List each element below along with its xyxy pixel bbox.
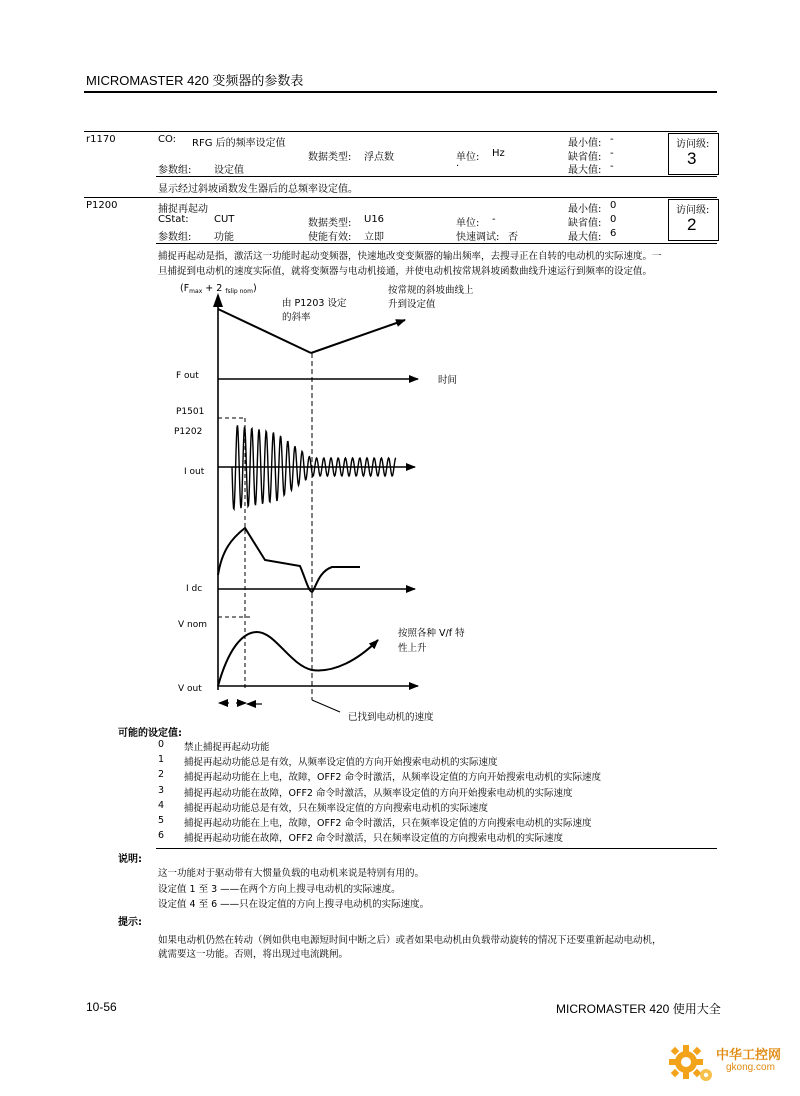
r1170-default-label: 缺省值: [568, 152, 602, 163]
vf-note-line2: 性上升 [398, 643, 427, 654]
r1170-description: 显示经过斜坡函数发生器后的总频率设定值。 [158, 184, 358, 195]
r1170-group-value: 设定值 [214, 165, 244, 176]
r1170-max-label: 最大值: [568, 165, 602, 176]
p1200-unit-label: 单位: [456, 218, 480, 229]
r1170-datatype-value: 浮点数 [364, 152, 394, 163]
diagram-axis-arrowhead [213, 293, 223, 307]
setting-description: 捕捉再起动功能在上电，故障，OFF2 命令时激活，从频率设定值的方向开始搜索电动机的实际速度 [184, 772, 601, 784]
setting-number: 4 [158, 799, 165, 811]
p1200-cstat-label: CStat: [158, 214, 189, 225]
p1200-id: P1200 [86, 200, 118, 211]
r1170-unit-value: Hz [492, 148, 505, 159]
gkong-watermark-logo [664, 1040, 794, 1086]
settings-title: 可能的设定值: [118, 728, 182, 739]
r1170-access-label: 访问级: [676, 139, 710, 150]
ramp-note-line1: 由 P1203 设定 [282, 298, 347, 309]
idc-curve [218, 528, 360, 592]
notes-line2: 设定值 1 至 3 ——在两个方向上搜寻电动机的实际速度。 [158, 884, 401, 895]
iout-label: I out [184, 467, 205, 477]
notes-line1: 这一功能对于驱动带有大惯量负载的电动机来说是特别有用的。 [158, 868, 425, 879]
vnom-label: V nom [178, 620, 207, 630]
idc-label: I dc [186, 584, 203, 594]
normal-ramp-note-line2: 升到设定值 [388, 299, 436, 310]
p1200-datatype-label: 数据类型: [308, 218, 352, 229]
fout-label: F out [176, 371, 199, 381]
notes-top-rule [156, 848, 717, 849]
setting-description: 捕捉再起动功能总是有效，从频率设定值的方向开始搜索电动机的实际速度 [184, 757, 498, 769]
vf-note-line1: 按照各种 V/f 特 [398, 628, 465, 639]
p1501-label: P1501 [176, 407, 205, 417]
setting-number: 1 [158, 754, 165, 766]
p1200-name: 捕捉再起动 [158, 204, 208, 215]
normal-ramp-note-line1: 按常规的斜坡曲线上 [388, 285, 474, 296]
p1200-default-label: 缺省值: [568, 218, 602, 229]
setting-number: 5 [158, 815, 165, 826]
setting-description: 禁止捕捉再起动功能 [184, 742, 270, 753]
p1200-max-label: 最大值: [568, 232, 602, 243]
setting-description: 捕捉再起动功能在上电，故障，OFF2 命令时激活，只在频率设定值的方向搜索电动机的实际速度 [184, 818, 592, 829]
tips-title: 提示: [118, 917, 142, 928]
p1202-label: P1202 [174, 427, 203, 437]
r1170-name-prefix: CO: [158, 134, 177, 145]
r1170-default-value: - [610, 148, 614, 159]
diagram-top-label: ($F_{max} + 2$ $_{fslip nom}$) [180, 283, 257, 295]
p1200-max-value: 6 [610, 228, 617, 239]
page-header-title: MICROMASTER 420 变频器的参数表 [86, 73, 304, 88]
r1170-name: RFG 后的频率设定值 [192, 138, 286, 149]
r1170-group-label: 参数组: [158, 165, 192, 176]
vout-label: V out [178, 684, 202, 694]
found-speed-leader [312, 700, 340, 712]
p1200-active-label: 使能有效: [308, 232, 352, 243]
p1200-access-value: 2 [687, 215, 697, 234]
r1170-min-label: 最小值: [568, 138, 602, 149]
p1200-cstat-value: CUT [214, 214, 235, 225]
p1200-default-value: 0 [610, 214, 617, 225]
p1200-min-value: 0 [610, 200, 617, 211]
r1170-access-value: 3 [687, 149, 697, 168]
found-speed-label: 已找到电动机的速度 [348, 712, 434, 723]
p1200-quick-value: 否 [508, 232, 518, 243]
r1170-unit-label: 单位: [456, 152, 480, 163]
p1200-group-value: 功能 [214, 232, 234, 243]
tips-line2: 就需要这一功能。否则，将出现过电流跳闸。 [158, 949, 349, 960]
r1170-id: r1170 [86, 134, 116, 145]
footer-manual-title: MICROMASTER 420 使用大全 [556, 1002, 721, 1016]
setting-number: 2 [158, 769, 165, 781]
notes-line3: 设定值 4 至 6 ——只在设定值的方向上搜寻电动机的实际速度。 [158, 899, 430, 910]
setting-description: 捕捉再起动功能在故障，OFF2 命令时激活，从频率设定值的方向开始搜索电动机的实际速度 [184, 787, 573, 799]
p1200-access-label: 访问级: [676, 205, 710, 216]
r1170-datatype-label: 数据类型: [308, 152, 352, 163]
p1200-quick-label: 快速调试: [456, 232, 500, 243]
p1200-datatype-value: U16 [364, 214, 385, 225]
r1170-dot: · [456, 161, 460, 172]
watermark-cn-text: 中华工控网 [716, 1048, 782, 1063]
p1200-unit-value: - [492, 214, 496, 225]
setting-number: 0 [158, 739, 165, 750]
footer-page-number: 10-56 [86, 1000, 117, 1014]
notes-title: 说明: [118, 854, 142, 865]
tips-line1: 如果电动机仍然在转动（例如供电电源短时间中断之后）或者如果电动机由负载带动旋转的情况下还要重新起动电动机， [158, 935, 662, 946]
p1200-description-line1: 捕捉再起动是指，激活这一功能时起动变频器，快速地改变变频器的输出频率，去搜寻正在自转的电动机的实际速度。一 [158, 251, 662, 262]
r1170-min-value: - [610, 134, 614, 145]
p1200-active-value: 立即 [364, 232, 384, 243]
setting-number: 6 [158, 830, 165, 842]
setting-number: 3 [158, 784, 165, 796]
ramp-note-line2: 的斜率 [282, 312, 311, 323]
p1200-group-label: 参数组: [158, 232, 192, 243]
setting-description: 捕捉再起动功能在故障，OFF2 命令时激活，只在频率设定值的方向搜索电动机的实际速度 [184, 833, 563, 845]
p1200-description-line2: 旦捕捉到电动机的速度实际值，就将变频器与电动机接通，并使电动机按常规斜坡函数曲线升速运行到频率的设定值。 [158, 266, 653, 277]
fout-ramp-up [311, 320, 405, 353]
setting-description: 捕捉再起动功能总是有效，只在频率设定值的方向搜索电动机的实际速度 [184, 802, 489, 814]
time-label: 时间 [438, 375, 458, 386]
vout-curve [218, 632, 378, 686]
p1200-min-label: 最小值: [568, 204, 602, 215]
watermark-url-text: gkong.com [726, 1062, 775, 1073]
r1170-max-value: - [610, 161, 614, 172]
